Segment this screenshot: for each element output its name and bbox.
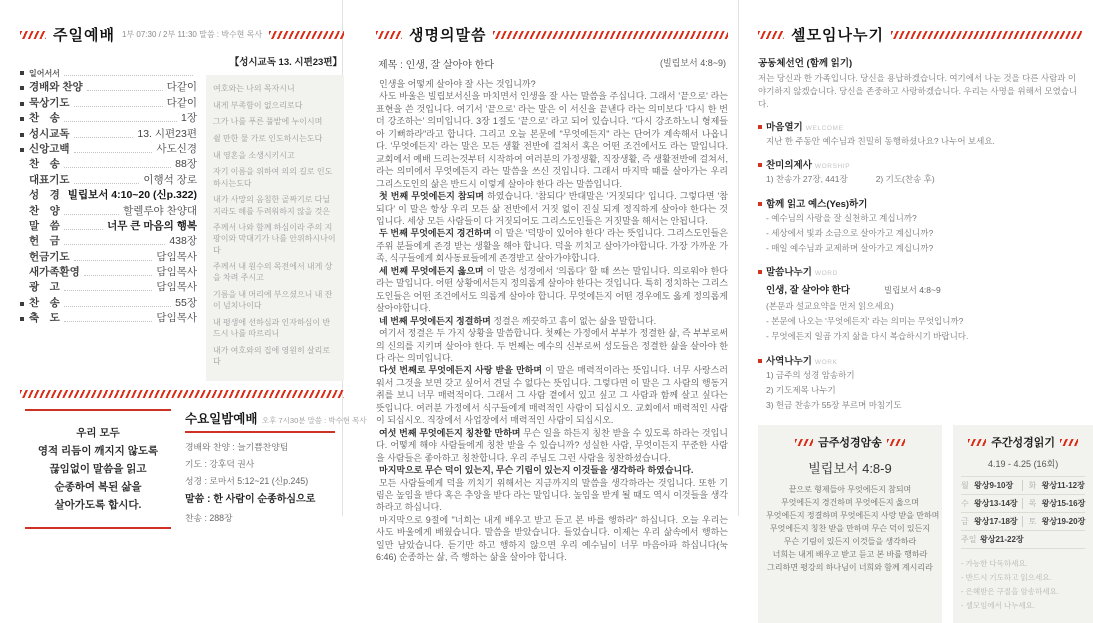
psalm-text-box [206,75,344,381]
dotted-leader [64,321,153,322]
section-title: 마음열기 [766,122,803,134]
worship-item [20,187,197,202]
dotted-leader [64,214,119,215]
sermon-panel [376,24,728,564]
panel-title: 셀모임나누기 [791,27,884,44]
worship-item-value: 너무 큰 마음의 행복 [107,219,197,232]
worship-item-value: 담임목사 [156,281,197,294]
dotted-leader [64,290,153,291]
slash-divider [20,390,344,398]
wednesday-line: 기도 : 강후덕 권사 [185,458,255,469]
panel-title: 주일예배 [53,27,115,44]
section-line: 지난 한 주동안 예수님과 친밀히 동행하셨나요? 나누어 보세요. [766,136,995,147]
worship-item-label: 성시교독 [29,127,70,140]
reading-notes [961,557,1085,613]
paragraph-lead: 두 번째 무엇에든지 경건하며 [379,228,492,239]
memory-verse-line: 무엇에든지 정결하며 무엇에든지 사랑 받을 만하며 [766,511,940,521]
paragraph-text: 무슨 일을 하든지 칭찬 받을 수 있도록 하라는 것입니다. 어떻게 해야 사람들에게 칭찬 받을 수 있습니까? 성실한 사람, 무엇이든지 꾸준한 사람을 사람들은 좋아하고 칭찬합니다. 우리 주님도 그런 사람을 칭찬하셨습니다. [376,427,728,463]
paragraph-lead: 여섯 번째 무엇에든지 칭찬할 만하며 [379,427,521,438]
sermon-title-row [378,56,726,71]
bullet-icon [20,71,24,75]
reading-chapters: 왕상19-20장 [1041,517,1086,527]
bullet-icon [20,317,24,321]
section-line: - 본문에 나오는 '무엇에든지' 라는 의미는 무엇입니까? [766,316,964,327]
wednesday-service-block [185,409,367,529]
declaration-text: 저는 당신과 한 가족입니다. 당신을 용납하겠습니다. 여기에서 나눈 것을 다른 사람과 이야기하지 않겠습니다. 당신을 존중하고 사랑하겠습니다. 우리는 사명을 위해서 모였습니다. [758,73,1078,109]
responsive-reading-column [206,54,344,381]
worship-item-label: 찬 송 [29,296,60,309]
worship-item-label: 찬 송 [29,112,60,125]
sermon-paragraph [376,464,728,476]
community-declaration [758,55,1082,110]
slash-pattern-icon [269,31,344,39]
slash-pattern-icon [891,31,1082,39]
reading-day: 화 [1022,480,1042,491]
sermon-header [376,24,728,45]
worship-item-value: 담임목사 [156,266,197,279]
reading-chapters: 왕상17-18장 [974,517,1018,527]
worship-item [20,141,197,156]
sermon-paragraph [376,265,728,315]
memory-verse-title: 금주성경암송 [818,437,882,450]
slash-pattern-icon [887,439,905,446]
bullet-icon [20,102,24,106]
psalm-line: 내가 여호와의 집에 영원히 살리로다 [213,345,331,367]
reading-period: 4.19 - 4.25 (16회) [988,459,1059,470]
memory-verse-line: 끝으로 형제들아 무엇에든지 참되며 [788,485,912,495]
bullet-icon [20,148,24,152]
worship-item-value: 이행석 장로 [143,173,197,186]
section-line: 1) 찬송가 27장, 441장 [766,174,848,185]
service-times: 1부 07:30 / 2부 11:30 말씀 : 박수현 목사 [121,30,263,39]
bullet-icon [20,133,24,137]
psalm-line: 내가 사망의 음침한 골짜기로 다닐지라도 해를 두려워하지 않을 것은 [213,195,331,216]
worship-item-label: 대표기도 [29,173,70,186]
paragraph-text: 모든 사람들에게 덕을 끼치기 위해서는 지금까지의 말씀을 생각하라는 것입니다. 또한 기림은 높임을 받다 혹은 추앙을 받다 라는 말입니다. 높임을 받게 될 때도 역시 이것들을 생각하라고 하십니다. [376,477,728,513]
memory-verse-line: 무엇에든지 칭찬 받을 만하며 무슨 덕이 있든지 [769,524,931,533]
section-line: 1) 금주의 성경 암송하기 [766,369,855,380]
slash-pattern-icon [20,31,46,39]
dotted-leader [64,244,166,245]
reading-note: - 은혜받은 구절을 암송하세요. [961,586,1059,596]
worship-item [20,94,197,109]
section-work [758,353,1082,413]
reading-day: 주일 [961,535,977,545]
worship-order-list [20,54,197,381]
section-note: (본문과 설교요약을 먼저 읽으세요) [766,301,894,312]
panel-title: 생명의말씀 [409,27,487,44]
worship-item-label: 성 경 [29,189,60,202]
dotted-leader [64,229,103,230]
worship-item [20,110,197,125]
worship-item [20,202,197,217]
slash-pattern-icon [758,31,784,39]
word-sermon-title: 인생, 잘 살아야 한다 [766,285,850,297]
red-square-icon [758,163,762,167]
worship-item [20,279,197,294]
sermon-paragraph [376,78,728,90]
psalm-line: 여호와는 나의 목자시니 [213,84,295,93]
memory-verse-box [758,425,942,623]
sermon-paragraph [376,514,728,564]
paragraph-lead: 네 번째 무엇에든지 정결하며 [379,315,491,326]
memory-verse-line: 그리하면 평강의 하나님이 너희와 함께 계시리라 [767,562,933,572]
reading-chapters: 왕상9-10장 [974,481,1014,491]
memory-verse-line: 무슨 기림이 있든지 이것들을 생각하라 [783,536,917,546]
worship-item-value: 담임목사 [156,250,197,263]
paragraph-text: 인생을 어떻게 살아야 잘 사는 것입니까? [379,79,536,89]
slash-pattern-icon [493,31,728,39]
section-tag: WORSHIP [814,163,851,171]
bullet-icon [20,302,24,306]
paragraph-lead: 세 번째 무엇에든지 옳으며 [379,265,484,276]
red-square-icon [758,202,762,206]
sermon-paragraph [376,364,728,426]
paragraph-lead: 다섯 번째로 무엇에든지 사랑 받을 만하며 [379,365,543,376]
quote-line: 살아가도록 합시다. [54,498,142,511]
worship-item-value: 1장 [181,112,197,125]
weekly-reading-box [953,425,1093,623]
paragraph-text: 사도 바울은 빌립보서신을 마치면서 인생을 잘 사는 말씀을 주십니다. 그래서 '끝으로' 라는 표현을 쓴 것입니다. 여기서 '끝으로' 라는 말은 이 서신을 끝낸다 라는 의미보다 '다시 한 번 더 강조하는' 의미입니다. 3장 1절도 '끝으로' 라고 되어 있습니다. "다시 강조하노니 형제들아 기뻐하라"라고 합니다. 그리고 오늘 본문에 "무엇에든지" 라는 단어가 계속해서 나옵니다. '무엇에든지' 라는 말은 모든 생활 전반에 걸쳐서 혹은 어떤 조건에서도 라는 말입니다. 교회에서 예배 드리는것부터 시작하여 여러분의 가정생활, 직장생활, 즉 생활전반에 걸쳐서, 라는 의미에서 무엇에든지 라는 말씀을 쓰신 것입니다. 그래서 마지막 때를 살아가는 우리 그리스도인의 삶은 반드시 이렇게 살아야 한다 라는 말씀입니다. [376,91,728,189]
reading-row [961,495,1085,513]
section-tag: WORD [814,270,838,278]
worship-item [20,294,197,309]
fold-line-right [738,0,739,516]
cell-group-panel [758,24,1086,623]
sermon-paragraph [376,227,728,264]
worship-item [20,248,197,263]
sermon-scripture-ref: (빌립보서 4:8~9) [659,58,726,68]
section-title: 말씀나누기 [766,267,812,279]
psalm-line: 내게 부족함이 없으리로다 [213,100,303,110]
reading-chapters: 왕상15-16장 [1041,499,1086,509]
worship-item-value: 다같이 [166,81,197,94]
responsive-reading-heading: 【성시교독 13. 시편23편】 [229,57,342,68]
wednesday-line: 찬송 : 288장 [185,512,233,523]
worship-item [20,125,197,140]
paragraph-text: 여기서 정결은 두 가지 상황을 말씀합니다. 첫째는 가정에서 부부가 정결한 삶, 즉 부부로써의 신의를 지키며 살아야 한다. 두 번째는 예수의 신부로써 성도들은 정결한 삶을 살아야 한다 라는 의미입니다. [376,328,728,363]
dotted-leader [87,90,163,91]
slash-pattern-icon [1060,439,1078,446]
sermon-paragraph [376,327,728,364]
paragraph-lead: 첫 번째 무엇에든지 참되며 [379,191,484,202]
paragraph-text: 이 말은 성경에서 '의롭다' 할 때 쓰는 말입니다. 의로워야 한다 라는 말입니다. 어떤 상황에서든지 정의롭게 살아야 한다는 것입니다. 특히 정치하는 그리스도인들은 어떤 조건에서도 의롭게 살아야 합니다. 무엇에든지 어떤 경우에도 옳게 정의롭게 살아야합니다. [376,265,729,314]
section-tag: WORK [814,358,838,366]
slash-pattern-icon [795,439,813,446]
paragraph-text: 이 말은 '덕망이 있어야 한다' 라는 뜻입니다. 그리스도인들은 주위 분들에게 존경 받는 생활을 해야 합니다. 덕을 끼치고 살아가야합니다. 가장 가까운 가족, 식구들에게 회사동료들에게 존경받고 살아가야합니다. [376,228,728,264]
wednesday-service-list [185,439,335,527]
quote-line: 순종하여 복된 삶을 [54,480,142,493]
worship-item-label: 찬 송 [29,158,60,171]
worship-item-label: 헌금기도 [29,250,70,263]
paragraph-text: 정결은 깨끗하고 흠이 없는 삶을 말합니다. [490,315,657,326]
section-line: - 무엇에든지 일곱 가지 삶을 다시 복습하시기 바랍니다. [766,331,969,342]
psalm-line: 기름을 내 머리에 부으셨으니 내 잔이 넘치나이다 [213,290,333,311]
wednesday-line: 성경 : 로마서 5:12~21 (신p.245) [185,476,309,487]
dotted-leader [74,260,153,261]
worship-item-value: 13. 시편23편 [137,127,197,140]
quote-line: 우리 모두 [76,426,120,439]
bullet-icon [20,117,24,121]
worship-item [20,79,197,94]
worship-item-label: 묵상기도 [29,96,70,109]
reading-note: - 반드시 기도하고 읽으세요. [961,573,1052,583]
reading-note: - 가능한 다독하세요. [961,559,1028,569]
section-line: 2) 기도제목 나누기 [766,384,836,395]
psalm-line: 자기 이름을 위하여 의의 길로 인도하시는도다 [213,167,333,188]
sermon-paragraph [376,477,728,514]
worship-item-label: 광 고 [29,281,60,294]
section-title: 찬미의제사 [766,160,812,172]
sunday-worship-header [20,24,344,45]
reading-day: 토 [1022,516,1042,527]
psalm-line: 내 평생에 선하심과 인자하심이 반드시 나를 따르리니 [213,318,331,339]
reading-row [961,477,1085,495]
wednesday-title: 수요일밤예배 [185,411,258,426]
worship-item-value: 빌립보서 4:10~20 (신p.322) [67,189,198,202]
section-worship [758,157,1082,186]
sermon-paragraph [376,190,728,227]
psalm-line: 주께서 내 원수의 목전에서 내게 상을 차려 주시고 [213,262,333,283]
paragraph-lead: 마지막으로 무슨 덕이 있는지, 무슨 기림이 있는지 이것들을 생각하라 하였습니다. [379,465,694,476]
paragraph-text: 마지막으로 9절에 "너희는 내게 배우고 받고 듣고 본 바를 행하라" 하십니다. 오늘 우리는 사도 바울에게 배웠습니다. 말씀을 받았습니다. 들었습니다. 이제는 우리 삶속에서 행하는 일만 남았습니다. 듣기만 하고 행하지 않으면 우리 예수님이 너무 마음아파 하십니다(눅6:46) 순종하는 삶, 즉 행하는 삶을 살아야 합니다. [376,514,728,563]
memory-verse-line: 무엇에든지 경건하며 무엇에든지 옳으며 [780,498,920,508]
sermon-paragraph [376,315,728,327]
slash-pattern-icon [968,439,986,446]
section-yes [758,196,1082,256]
dotted-leader [64,121,177,122]
worship-item-label: 헌 금 [29,235,60,248]
worship-item [20,218,197,233]
worship-item [20,264,197,279]
worship-item-value: 담임목사 [156,312,197,325]
dotted-leader [64,167,171,168]
wednesday-line: 말씀 : 한 사람이 순종하심으로 [185,494,316,506]
worship-item [20,66,197,79]
dotted-leader [74,106,163,107]
dotted-leader [74,183,140,184]
bullet-icon [20,86,24,90]
worship-item [20,171,197,186]
worship-item [20,310,197,325]
reading-note: - 셀모임에서 나누세요. [961,600,1035,610]
reading-day: 수 [961,499,969,509]
section-word [758,264,1082,344]
reading-row [961,513,1085,531]
sermon-paragraph [376,427,728,464]
reading-row-sunday [961,531,1085,549]
reading-day: 월 [961,481,969,491]
worship-item-label: 새가족환영 [29,266,80,279]
section-line: - 예수님의 사랑을 잘 실천하고 계십니까? [766,212,917,223]
reading-day: 금 [961,517,969,527]
red-square-icon [758,270,762,274]
slash-pattern-icon [376,31,402,39]
paragraph-text: 하였습니다. '참되다' 반대말은 '거짓되다' 입니다. 그렇다면 '참되다' 이 말은 항상 우리 모든 삶 전반에서 거짓 없이 진실 되게 정직하게 살아야 한다는 것입니다. 세상 모든 사람들이 다 거짓되어도 그리스도인들은 거짓말을 해서는 안됩니다. [376,191,728,226]
memory-verse-reference: 빌립보서 4:8-9 [808,461,892,477]
declaration-title: 공동체선언 (함께 읽기) [758,58,853,69]
reading-schedule-table [961,476,1085,531]
section-tag: WELCOME [805,125,844,133]
reading-day: 목 [1022,498,1042,509]
worship-item-label: 찬 양 [29,204,60,217]
reading-chapters: 왕상13-14장 [974,499,1018,509]
wednesday-subtitle: 오후 7시30분 말씀 : 박수현 목사 [261,415,367,425]
wednesday-service-header [185,409,367,433]
wednesday-line: 경배와 찬양 : 늘기쁨찬양팀 [185,441,289,452]
red-square-icon [758,125,762,129]
worship-item-value: 88장 [175,158,197,171]
dotted-leader [64,306,171,307]
reading-chapters: 왕상11-12장 [1041,481,1085,491]
dotted-leader [74,152,153,153]
sermon-body [376,78,728,564]
memory-verse-line: 너희는 내게 배우고 받고 듣고 본 바를 행하라 [772,549,928,559]
dotted-leader [64,75,193,76]
section-line: 2) 기도(찬송 후) [875,174,935,185]
exhortation-quote [25,409,171,529]
quote-line: 영적 리듬이 깨지지 않도록 [37,444,159,457]
section-line: - 매일 예수님과 교제하며 살아가고 계십니까? [766,242,934,253]
worship-item-value: 55장 [175,296,197,309]
psalm-line: 주께서 나와 함께 하심이라 주의 지팡이와 막대기가 나를 안위하시나이다 [213,223,336,255]
red-square-icon [758,359,762,363]
psalm-line: 쉴 만한 물 가로 인도하시는도다 [213,134,323,144]
weekly-reading-title: 주간성경읽기 [991,437,1056,450]
dotted-leader [84,275,153,276]
dotted-leader [74,137,134,138]
section-title: 함께 읽고 예스(Yes)하기 [766,198,868,210]
worship-item-value: 할렐루야 찬양대 [123,204,197,217]
worship-item-value: 사도신경 [156,142,197,155]
psalm-line: 내 영혼을 소생시키시고 [213,150,295,160]
worship-item-label: 말 씀 [29,219,60,232]
worship-item-value: 다같이 [166,96,197,109]
section-title: 사역나누기 [766,355,812,367]
sunday-worship-panel [20,24,367,529]
section-line: 3) 헌금 찬송가 55장 부르며 마침기도 [766,399,902,410]
worship-item [20,156,197,171]
section-line: - 세상에서 빛과 소금으로 살아가고 계십니까? [766,227,934,238]
worship-item-label: 경배와 찬양 [29,81,83,94]
memory-verse-text [766,484,940,575]
worship-item [20,233,197,248]
worship-item-label: 일어서서 [29,69,60,78]
paragraph-text: 이 말은 매력적이라는 뜻입니다. 너무 사랑스러워서 그것을 보면 갖고 싶어서 견딜 수 없다는 뜻입니다. 그렇다면 이 말은 그 사람의 행동거취를 보니 너무 매력적이다. 그래서 그 사람 곁에서 있고 싶고 그 사람과 함께 살고 싶다는 뜻입니다. 여러분 가정에서 식구들에게 매력적인 사람이 되십시오. 교회에서 매력적인 사람이 되십시오. 직장에서 사업장에서 매력적인 사람이 되십시오. [376,365,728,426]
worship-item-label: 신앙고백 [29,142,70,155]
psalm-line: 그가 나를 푸른 풀밭에 누이시며 [213,117,323,127]
quote-line: 끊임없이 말씀을 읽고 [49,462,147,475]
cell-group-header [758,24,1082,45]
section-welcome [758,119,1082,148]
worship-item-value: 438장 [169,235,197,248]
worship-item-label: 축 도 [29,312,60,325]
sermon-paragraph [376,90,728,190]
reading-chapters: 왕상21-22장 [980,535,1024,545]
word-scripture-ref: 빌립보서 4:8~9 [883,285,941,296]
sermon-title: 제목 : 인생, 잘 살아야 한다 [378,60,495,71]
